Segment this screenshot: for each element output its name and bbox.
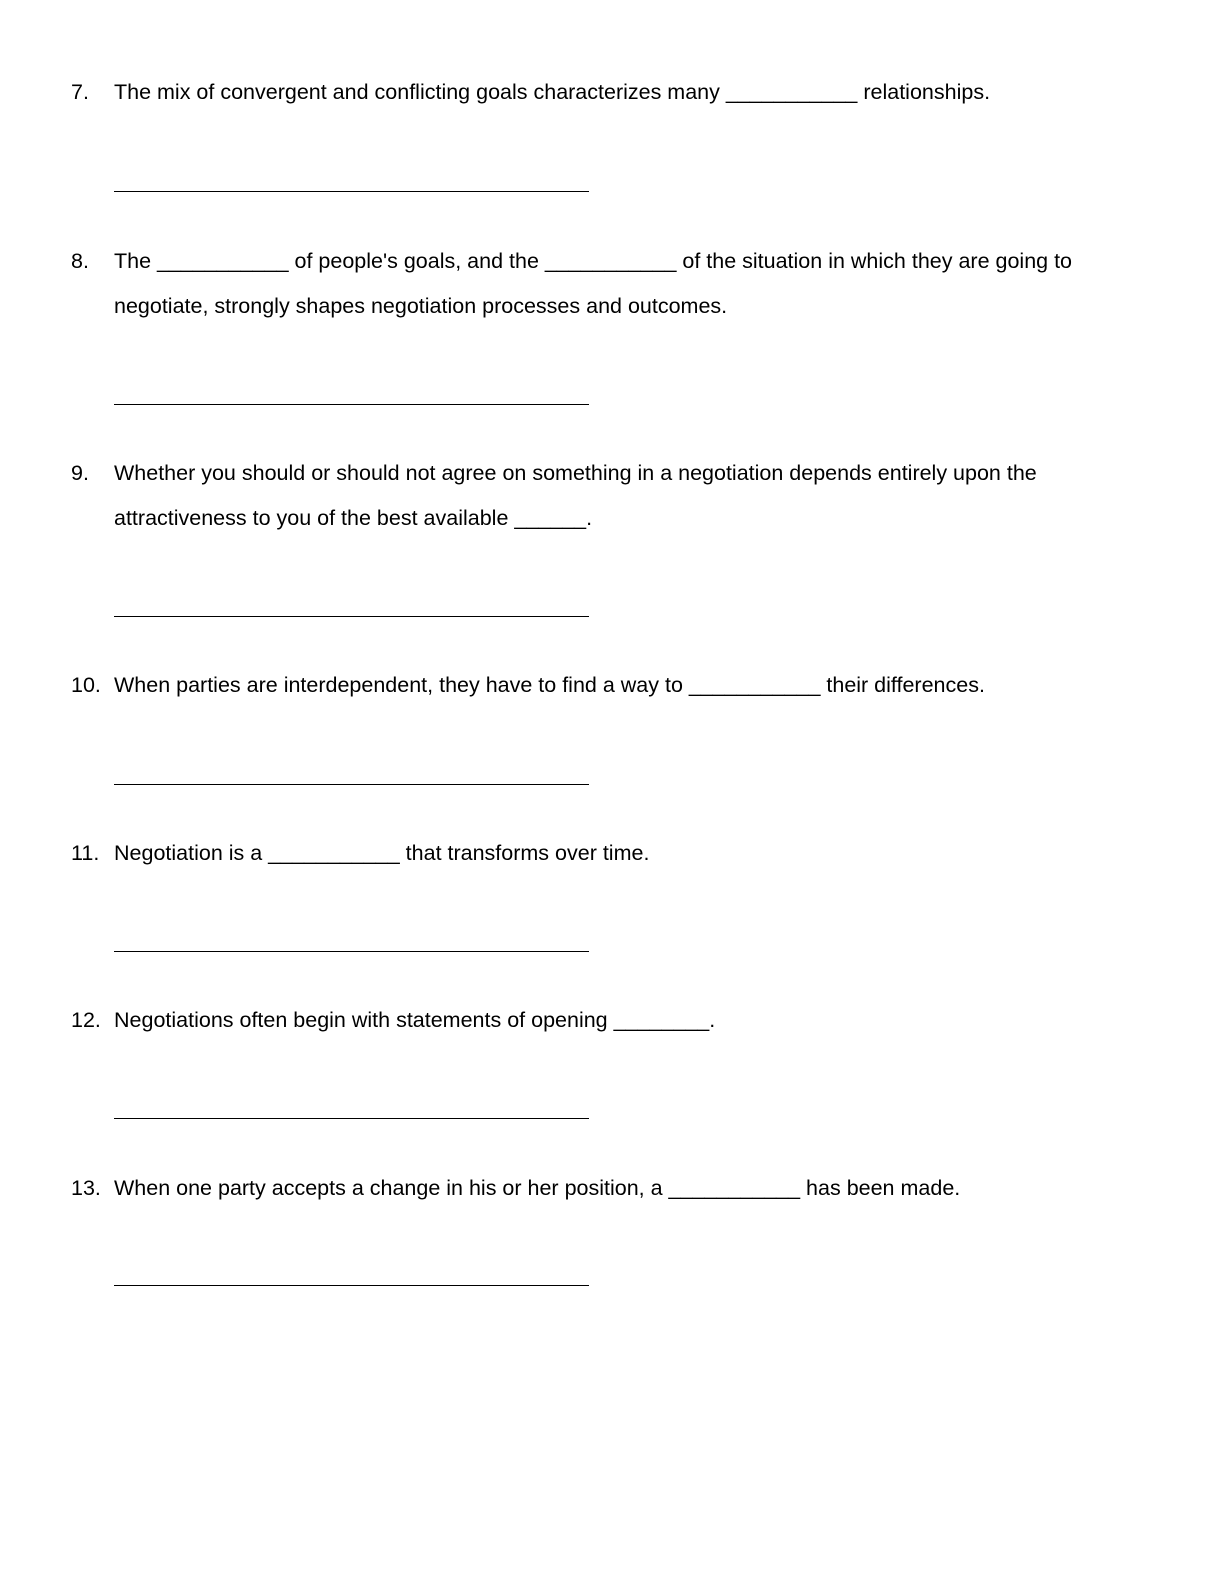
answer-line-12[interactable] bbox=[114, 1118, 589, 1119]
answer-line-10[interactable] bbox=[114, 784, 589, 785]
question-12 bbox=[71, 998, 1161, 1043]
question-text: The ___________ of people's goals, and the ___________ of the situation in which they are going to negotiate, strongly shapes negotiation processes and outcomes. bbox=[114, 249, 1073, 318]
answer-line-8[interactable] bbox=[114, 404, 589, 405]
question-8 bbox=[71, 239, 1161, 329]
question-7 bbox=[71, 70, 1161, 115]
answer-line-13[interactable] bbox=[114, 1285, 589, 1286]
question-number: 11. bbox=[71, 841, 100, 865]
question-number: 9. bbox=[71, 461, 89, 485]
question-11 bbox=[71, 831, 1161, 876]
question-text: Negotiations often begin with statements of opening ________. bbox=[114, 1008, 716, 1032]
question-number: 13. bbox=[71, 1176, 101, 1200]
question-text: The mix of convergent and conflicting goals characterizes many ___________ relationships. bbox=[114, 80, 991, 104]
question-text: When parties are interdependent, they have to find a way to ___________ their differences. bbox=[114, 673, 985, 697]
answer-line-11[interactable] bbox=[114, 951, 589, 952]
question-number: 8. bbox=[71, 249, 89, 273]
question-text: Whether you should or should not agree on something in a negotiation depends entirely upon the attractiveness to you of the best available ______. bbox=[114, 461, 1037, 530]
question-number: 12. bbox=[71, 1008, 101, 1032]
question-9 bbox=[71, 451, 1161, 541]
question-text: When one party accepts a change in his or her position, a ___________ has been made. bbox=[114, 1176, 961, 1200]
answer-line-9[interactable] bbox=[114, 616, 589, 617]
question-number: 10. bbox=[71, 673, 101, 697]
question-text: Negotiation is a ___________ that transforms over time. bbox=[114, 841, 650, 865]
question-number: 7. bbox=[71, 80, 89, 104]
answer-line-7[interactable] bbox=[114, 191, 589, 192]
question-10 bbox=[71, 663, 1161, 708]
question-13 bbox=[71, 1166, 1161, 1211]
